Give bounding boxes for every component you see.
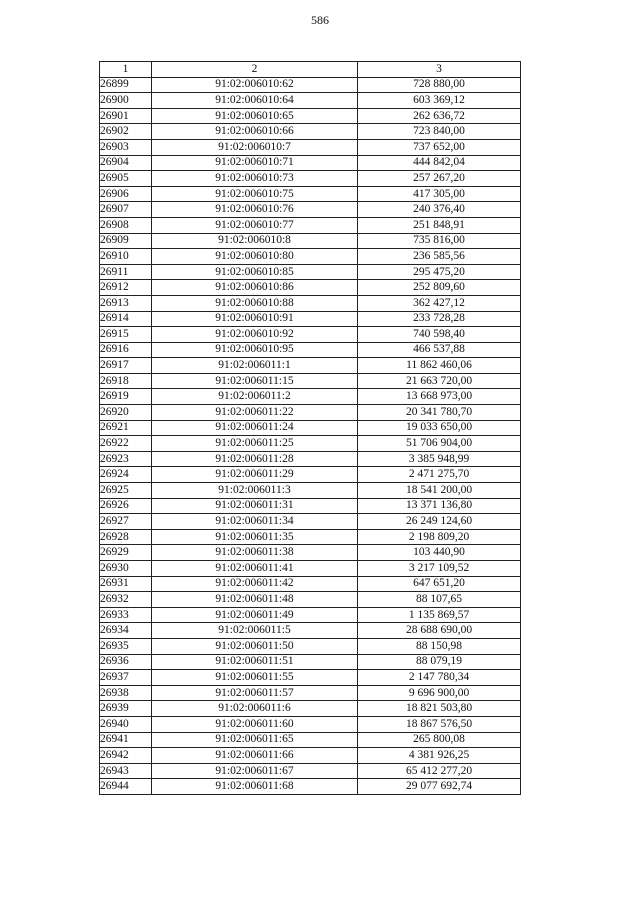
table-row	[100, 233, 521, 249]
table-row	[100, 373, 521, 389]
row-number-cell: 26909	[100, 233, 152, 249]
value-cell: 88 150,98	[358, 638, 521, 654]
cadastral-number-cell: 91:02:006010:80	[152, 249, 358, 265]
value-cell: 417 305,00	[358, 186, 521, 202]
cadastral-number-cell: 91:02:006010:92	[152, 327, 358, 343]
cadastral-number-cell: 91:02:006010:76	[152, 202, 358, 218]
cadastral-number-cell: 91:02:006010:66	[152, 124, 358, 140]
cadastral-number-cell: 91:02:006011:60	[152, 716, 358, 732]
table-row	[100, 420, 521, 436]
value-cell: 362 427,12	[358, 295, 521, 311]
table-row	[100, 202, 521, 218]
row-number-cell: 26936	[100, 654, 152, 670]
table-row	[100, 545, 521, 561]
cadastral-number-cell: 91:02:006011:38	[152, 545, 358, 561]
value-cell: 647 651,20	[358, 576, 521, 592]
table-row	[100, 623, 521, 639]
cadastral-number-cell: 91:02:006011:35	[152, 529, 358, 545]
table-row	[100, 124, 521, 140]
cadastral-number-cell: 91:02:006010:65	[152, 108, 358, 124]
table-row	[100, 779, 521, 795]
table-row	[100, 436, 521, 452]
cadastral-number-cell: 91:02:006010:64	[152, 93, 358, 109]
cadastral-number-cell: 91:02:006010:91	[152, 311, 358, 327]
cadastral-number-cell: 91:02:006011:41	[152, 561, 358, 577]
table-row	[100, 514, 521, 530]
table-row	[100, 576, 521, 592]
row-number-cell: 26929	[100, 545, 152, 561]
row-number-cell: 26903	[100, 139, 152, 155]
cadastral-number-cell: 91:02:006011:51	[152, 654, 358, 670]
value-cell: 9 696 900,00	[358, 685, 521, 701]
table-body	[100, 77, 521, 794]
row-number-cell: 26924	[100, 467, 152, 483]
row-number-cell: 26916	[100, 342, 152, 358]
row-number-cell: 26899	[100, 77, 152, 93]
cadastral-number-cell: 91:02:006011:5	[152, 623, 358, 639]
cadastral-number-cell: 91:02:006011:34	[152, 514, 358, 530]
row-number-cell: 26931	[100, 576, 152, 592]
value-cell: 88 079,19	[358, 654, 521, 670]
row-number-cell: 26918	[100, 373, 152, 389]
cadastral-number-cell: 91:02:006010:8	[152, 233, 358, 249]
row-number-cell: 26940	[100, 716, 152, 732]
cadastral-number-cell: 91:02:006011:29	[152, 467, 358, 483]
header-row	[100, 62, 521, 78]
row-number-cell: 26937	[100, 670, 152, 686]
cadastral-number-cell: 91:02:006011:67	[152, 763, 358, 779]
value-cell: 233 728,28	[358, 311, 521, 327]
column-header-3: 3	[358, 62, 521, 78]
cadastral-number-cell: 91:02:006010:7	[152, 139, 358, 155]
value-cell: 251 848,91	[358, 217, 521, 233]
table-row	[100, 358, 521, 374]
row-number-cell: 26938	[100, 685, 152, 701]
table-row	[100, 701, 521, 717]
row-number-cell: 26906	[100, 186, 152, 202]
row-number-cell: 26922	[100, 436, 152, 452]
row-number-cell: 26932	[100, 592, 152, 608]
row-number-cell: 26912	[100, 280, 152, 296]
value-cell: 51 706 904,00	[358, 436, 521, 452]
row-number-cell: 26939	[100, 701, 152, 717]
cadastral-number-cell: 91:02:006011:50	[152, 638, 358, 654]
table-row	[100, 311, 521, 327]
cadastral-number-cell: 91:02:006010:73	[152, 171, 358, 187]
table-row	[100, 529, 521, 545]
cadastral-number-cell: 91:02:006011:6	[152, 701, 358, 717]
value-cell: 28 688 690,00	[358, 623, 521, 639]
table-row	[100, 342, 521, 358]
table-row	[100, 467, 521, 483]
table-row	[100, 670, 521, 686]
row-number-cell: 26914	[100, 311, 152, 327]
cadastral-number-cell: 91:02:006011:31	[152, 498, 358, 514]
value-cell: 3 385 948,99	[358, 451, 521, 467]
row-number-cell: 26907	[100, 202, 152, 218]
row-number-cell: 26941	[100, 732, 152, 748]
cadastral-number-cell: 91:02:006011:48	[152, 592, 358, 608]
cadastral-number-cell: 91:02:006011:25	[152, 436, 358, 452]
cadastral-number-cell: 91:02:006010:95	[152, 342, 358, 358]
cadastral-number-cell: 91:02:006010:88	[152, 295, 358, 311]
value-cell: 444 842,04	[358, 155, 521, 171]
table-row	[100, 249, 521, 265]
value-cell: 265 800,08	[358, 732, 521, 748]
page-number: 586	[311, 13, 329, 27]
value-cell: 26 249 124,60	[358, 514, 521, 530]
row-number-cell: 26928	[100, 529, 152, 545]
row-number-cell: 26942	[100, 748, 152, 764]
cadastral-number-cell: 91:02:006011:57	[152, 685, 358, 701]
table-row	[100, 607, 521, 623]
cadastral-number-cell: 91:02:006010:75	[152, 186, 358, 202]
table-row	[100, 592, 521, 608]
row-number-cell: 26944	[100, 779, 152, 795]
row-number-cell: 26920	[100, 405, 152, 421]
row-number-cell: 26913	[100, 295, 152, 311]
table-row	[100, 108, 521, 124]
table-row	[100, 732, 521, 748]
table-row	[100, 483, 521, 499]
table-row	[100, 748, 521, 764]
cadastral-number-cell: 91:02:006011:15	[152, 373, 358, 389]
value-cell: 295 475,20	[358, 264, 521, 280]
row-number-cell: 26917	[100, 358, 152, 374]
cadastral-number-cell: 91:02:006011:22	[152, 405, 358, 421]
table-row	[100, 295, 521, 311]
cadastral-number-cell: 91:02:006011:66	[152, 748, 358, 764]
value-cell: 20 341 780,70	[358, 405, 521, 421]
row-number-cell: 26904	[100, 155, 152, 171]
row-number-cell: 26930	[100, 561, 152, 577]
row-number-cell: 26923	[100, 451, 152, 467]
cadastral-number-cell: 91:02:006010:86	[152, 280, 358, 296]
row-number-cell: 26908	[100, 217, 152, 233]
table-row	[100, 171, 521, 187]
value-cell: 252 809,60	[358, 280, 521, 296]
value-cell: 3 217 109,52	[358, 561, 521, 577]
value-cell: 735 816,00	[358, 233, 521, 249]
cadastral-number-cell: 91:02:006011:1	[152, 358, 358, 374]
value-cell: 18 821 503,80	[358, 701, 521, 717]
value-cell: 236 585,56	[358, 249, 521, 265]
row-number-cell: 26905	[100, 171, 152, 187]
cadastral-number-cell: 91:02:006011:49	[152, 607, 358, 623]
cadastral-number-cell: 91:02:006010:62	[152, 77, 358, 93]
row-number-cell: 26901	[100, 108, 152, 124]
row-number-cell: 26900	[100, 93, 152, 109]
value-cell: 18 541 200,00	[358, 483, 521, 499]
column-header-2: 2	[152, 62, 358, 78]
table-row	[100, 139, 521, 155]
value-cell: 13 668 973,00	[358, 389, 521, 405]
value-cell: 21 663 720,00	[358, 373, 521, 389]
table-row	[100, 280, 521, 296]
cadastral-number-cell: 91:02:006011:55	[152, 670, 358, 686]
cadastral-number-cell: 91:02:006010:71	[152, 155, 358, 171]
row-number-cell: 26915	[100, 327, 152, 343]
row-number-cell: 26926	[100, 498, 152, 514]
row-number-cell: 26933	[100, 607, 152, 623]
value-cell: 740 598,40	[358, 327, 521, 343]
value-cell: 29 077 692,74	[358, 779, 521, 795]
row-number-cell: 26911	[100, 264, 152, 280]
table-row	[100, 716, 521, 732]
cadastral-number-cell: 91:02:006010:85	[152, 264, 358, 280]
cadastral-number-cell: 91:02:006011:28	[152, 451, 358, 467]
table-row	[100, 638, 521, 654]
row-number-cell: 26927	[100, 514, 152, 530]
value-cell: 19 033 650,00	[358, 420, 521, 436]
registry-table	[99, 61, 521, 795]
cadastral-number-cell: 91:02:006011:68	[152, 779, 358, 795]
table-row	[100, 763, 521, 779]
value-cell: 13 371 136,80	[358, 498, 521, 514]
value-cell: 728 880,00	[358, 77, 521, 93]
table-row	[100, 561, 521, 577]
row-number-cell: 26919	[100, 389, 152, 405]
value-cell: 737 652,00	[358, 139, 521, 155]
cadastral-number-cell: 91:02:006011:24	[152, 420, 358, 436]
value-cell: 603 369,12	[358, 93, 521, 109]
value-cell: 18 867 576,50	[358, 716, 521, 732]
value-cell: 1 135 869,57	[358, 607, 521, 623]
table-row	[100, 389, 521, 405]
value-cell: 257 267,20	[358, 171, 521, 187]
row-number-cell: 26943	[100, 763, 152, 779]
table-row	[100, 685, 521, 701]
value-cell: 262 636,72	[358, 108, 521, 124]
cadastral-number-cell: 91:02:006011:65	[152, 732, 358, 748]
cadastral-number-cell: 91:02:006011:42	[152, 576, 358, 592]
table-row	[100, 451, 521, 467]
value-cell: 466 537,88	[358, 342, 521, 358]
row-number-cell: 26935	[100, 638, 152, 654]
table-row	[100, 498, 521, 514]
value-cell: 2 198 809,20	[358, 529, 521, 545]
value-cell: 11 862 460,06	[358, 358, 521, 374]
row-number-cell: 26925	[100, 483, 152, 499]
table-row	[100, 327, 521, 343]
table-row	[100, 217, 521, 233]
value-cell: 88 107,65	[358, 592, 521, 608]
row-number-cell: 26902	[100, 124, 152, 140]
value-cell: 2 147 780,34	[358, 670, 521, 686]
table-row	[100, 77, 521, 93]
table-row	[100, 186, 521, 202]
table-row	[100, 654, 521, 670]
table-row	[100, 405, 521, 421]
value-cell: 240 376,40	[358, 202, 521, 218]
table-row	[100, 264, 521, 280]
cadastral-number-cell: 91:02:006011:2	[152, 389, 358, 405]
value-cell: 4 381 926,25	[358, 748, 521, 764]
table-header	[100, 62, 521, 78]
value-cell: 103 440,90	[358, 545, 521, 561]
value-cell: 65 412 277,20	[358, 763, 521, 779]
value-cell: 723 840,00	[358, 124, 521, 140]
table-row	[100, 93, 521, 109]
row-number-cell: 26910	[100, 249, 152, 265]
table-row	[100, 155, 521, 171]
cadastral-number-cell: 91:02:006011:3	[152, 483, 358, 499]
cadastral-number-cell: 91:02:006010:77	[152, 217, 358, 233]
row-number-cell: 26934	[100, 623, 152, 639]
column-header-1: 1	[100, 62, 152, 78]
row-number-cell: 26921	[100, 420, 152, 436]
value-cell: 2 471 275,70	[358, 467, 521, 483]
